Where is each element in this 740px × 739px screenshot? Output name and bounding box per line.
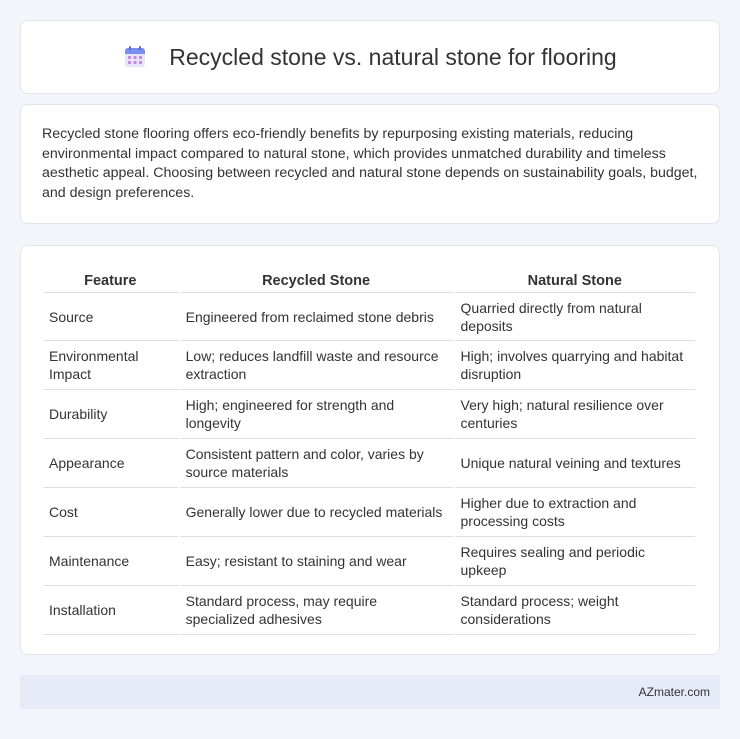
column-header-feature: Feature — [84, 272, 137, 289]
recycled-cell: Engineered from reclaimed stone debris — [180, 292, 453, 341]
intro-card — [20, 104, 720, 224]
recycled-cell: Generally lower due to recycled materials — [180, 488, 453, 537]
footer-site-name: AZmater.com — [638, 685, 710, 699]
feature-cell: Installation — [43, 586, 178, 635]
natural-cell: Requires sealing and periodic upkeep — [455, 537, 695, 586]
calendar-icon — [123, 45, 147, 69]
title-card — [20, 20, 720, 94]
feature-cell: Environmental Impact — [43, 341, 178, 390]
comparison-table — [41, 266, 697, 635]
natural-cell: High; involves quarrying and habitat disruption — [455, 341, 695, 390]
table-row — [43, 390, 695, 439]
feature-cell: Cost — [43, 488, 178, 537]
column-header-recycled-stone: Recycled Stone — [262, 272, 371, 289]
feature-cell: Maintenance — [43, 537, 178, 586]
comparison-card — [20, 245, 720, 655]
feature-cell: Durability — [43, 390, 178, 439]
footer-bar — [20, 675, 720, 709]
column-header-natural-stone: Natural Stone — [527, 272, 622, 289]
table-row — [43, 537, 695, 586]
natural-cell: Unique natural veining and textures — [455, 439, 695, 488]
natural-cell: Very high; natural resilience over centuries — [455, 390, 695, 439]
table-row — [43, 488, 695, 537]
table-row — [43, 292, 695, 341]
natural-cell: Quarried directly from natural deposits — [455, 292, 695, 341]
table-row — [43, 341, 695, 390]
feature-cell: Source — [43, 292, 178, 341]
table-row — [43, 586, 695, 635]
recycled-cell: High; engineered for strength and longevity — [180, 390, 453, 439]
page-title: Recycled stone vs. natural stone for flooring — [169, 43, 617, 70]
natural-cell: Higher due to extraction and processing costs — [455, 488, 695, 537]
feature-cell: Appearance — [43, 439, 178, 488]
intro-paragraph: Recycled stone flooring offers eco-friendly benefits by repurposing existing materials, reducing environmental impact compared to natural stone, which provides unmatched durability and timeless aesthetic appeal. Choosing between recycled and natural stone depends on sustainability goals, budget, and design preferences. — [42, 126, 698, 201]
table-row — [43, 439, 695, 488]
recycled-cell: Low; reduces landfill waste and resource extraction — [180, 341, 453, 390]
recycled-cell: Consistent pattern and color, varies by source materials — [180, 439, 453, 488]
recycled-cell: Standard process, may require specialized adhesives — [180, 586, 453, 635]
table-header-row — [43, 266, 695, 292]
natural-cell: Standard process; weight considerations — [455, 586, 695, 635]
recycled-cell: Easy; resistant to staining and wear — [180, 537, 453, 586]
